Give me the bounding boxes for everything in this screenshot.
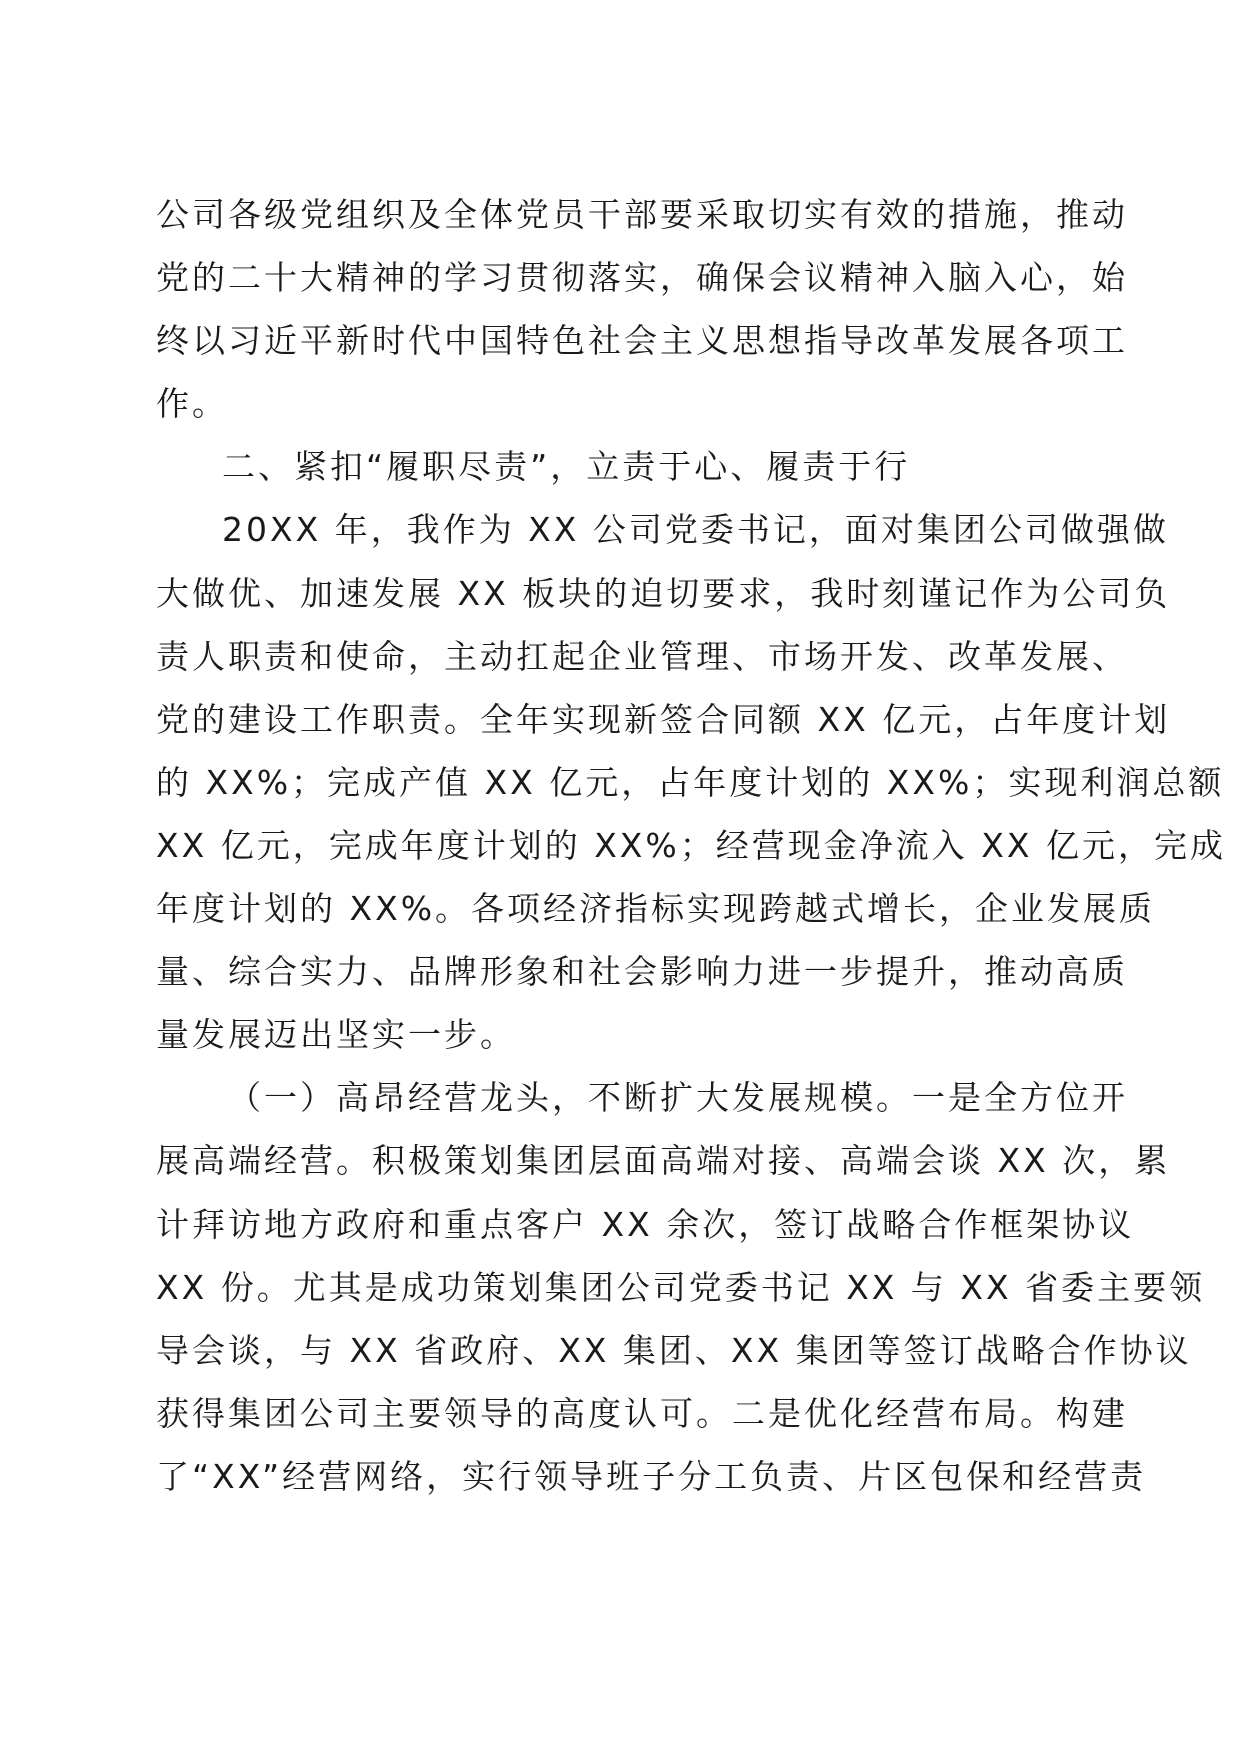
paragraph-line: 的 XX%；完成产值 XX 亿元，占年度计划的 XX%；实现利润总额 <box>156 762 1225 802</box>
paragraph-line: 大做优、加速发展 XX 板块的迫切要求，我时刻谨记作为公司负 <box>156 573 1171 613</box>
paragraph-line: 量、综合实力、品牌形象和社会影响力进一步提升，推动高质 <box>156 952 1128 992</box>
paragraph-line: 终以习近平新时代中国特色社会主义思想指导改革发展各项工 <box>156 321 1128 361</box>
paragraph-line: 公司各级党组织及全体党员干部要采取切实有效的措施，推动 <box>156 195 1128 234</box>
paragraph-line: 作。 <box>156 384 228 424</box>
paragraph-line: 党的建设工作职责。全年实现新签合同额 XX 亿元，占年度计划 <box>156 699 1171 739</box>
paragraph-line: 年度计划的 XX%。各项经济指标实现跨越式增长，企业发展质 <box>156 889 1156 929</box>
paragraph-line: 责人职责和使命，主动扛起企业管理、市场开发、改革发展、 <box>156 636 1128 676</box>
paragraph-line: 了“XX”经营网络，实行领导班子分工负责、片区包保和经营责 <box>156 1456 1147 1496</box>
paragraph-line: 量发展迈出坚实一步。 <box>156 1015 516 1055</box>
paragraph-line: 20XX 年，我作为 XX 公司党委书记，面对集团公司做强做 <box>222 510 1169 550</box>
document-body <box>156 183 1226 1508</box>
paragraph-line: 展高端经营。积极策划集团层面高端对接、高端会谈 XX 次，累 <box>156 1141 1171 1181</box>
paragraph-line: 党的二十大精神的学习贯彻落实，确保会议精神入脑入心，始 <box>156 258 1128 298</box>
paragraph-line: 导会谈，与 XX 省政府、XX 集团、XX 集团等签订战略合作协议 <box>156 1330 1192 1370</box>
section-heading: 二、紧扣“履职尽责”，立责于心、履责于行 <box>222 447 911 487</box>
paragraph-line: （一）高昂经营龙头，不断扩大发展规模。一是全方位开 <box>228 1078 1128 1118</box>
paragraph-line: 计拜访地方政府和重点客户 XX 余次，签订战略合作框架协议 <box>156 1204 1135 1244</box>
paragraph-line: XX 亿元，完成年度计划的 XX%；经营现金净流入 XX 亿元，完成 <box>156 825 1226 865</box>
paragraph-line: 获得集团公司主要领导的高度认可。二是优化经营布局。构建 <box>156 1393 1128 1433</box>
paragraph-line: XX 份。尤其是成功策划集团公司党委书记 XX 与 XX 省委主要领 <box>156 1267 1206 1307</box>
